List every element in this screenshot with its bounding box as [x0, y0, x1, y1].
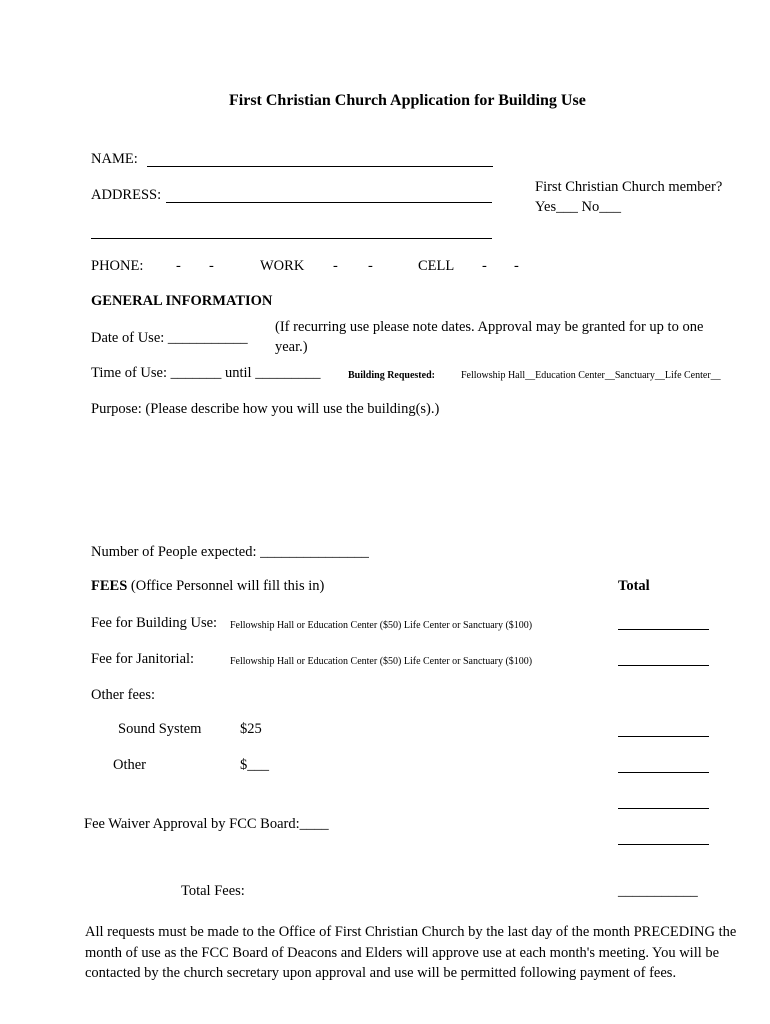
- extra-total-line[interactable]: [618, 808, 709, 809]
- janitorial-fee-detail: Fellowship Hall or Education Center ($50) Life Center or Sanctuary ($100): [230, 656, 533, 667]
- other-fees-label: Other fees:: [91, 687, 156, 703]
- submission-instructions: All requests must be made to the Office of First Christian Church by the last day of the month PRECEDING the month of use as the FCC Board of Deacons and Elders will approve use at each month's meeting. You will be contacted by the church secretary upon approval and use will be permitted following payment of fees.: [85, 924, 737, 981]
- form-title: First Christian Church Application for Building Use: [229, 92, 586, 109]
- work-dash: -: [333, 258, 338, 274]
- total-header: Total: [618, 578, 650, 594]
- sound-system-label: Sound System: [118, 721, 202, 737]
- other-fee-total[interactable]: [618, 772, 709, 773]
- waiver-total-line[interactable]: [618, 844, 709, 845]
- purpose-label: Purpose: (Please describe how you will use the building(s).): [91, 401, 440, 417]
- address-field-line-2[interactable]: [91, 238, 492, 239]
- recurring-note: (If recurring use please note dates. Approval may be granted for up to one year.): [275, 319, 704, 355]
- address-field-line-1[interactable]: [166, 202, 492, 203]
- fees-heading: [91, 577, 324, 595]
- people-expected[interactable]: Number of People expected: _______________: [91, 544, 369, 560]
- name-field[interactable]: [147, 166, 493, 167]
- building-fee-detail: Fellowship Hall or Education Center ($50) Life Center or Sanctuary ($100): [230, 620, 533, 631]
- date-of-use[interactable]: Date of Use: ___________: [91, 330, 248, 346]
- building-fee-label: Fee for Building Use:: [91, 615, 218, 631]
- cell-dash: -: [514, 258, 519, 274]
- total-fees-field[interactable]: ___________: [618, 883, 698, 899]
- fees-heading-note: (Office Personnel will fill this in): [130, 578, 325, 594]
- fees-heading-bold: FEES: [91, 578, 128, 594]
- total-fees-label: Total Fees:: [181, 883, 245, 899]
- name-label: NAME:: [91, 151, 138, 167]
- fee-waiver-approval[interactable]: Fee Waiver Approval by FCC Board:____: [84, 816, 329, 832]
- work-label: WORK: [260, 258, 305, 274]
- other-fee-amount[interactable]: $___: [240, 757, 269, 773]
- phone-dash: -: [209, 258, 214, 274]
- janitorial-fee-total[interactable]: [618, 665, 709, 666]
- sound-system-amount: $25: [240, 721, 262, 737]
- phone-dash: -: [176, 258, 181, 274]
- janitorial-fee-label: Fee for Janitorial:: [91, 651, 195, 667]
- cell-dash: -: [482, 258, 487, 274]
- building-fee-total[interactable]: [618, 629, 709, 630]
- building-options[interactable]: Fellowship Hall__Education Center__Sanctuary__Life Center__: [461, 370, 721, 381]
- time-of-use[interactable]: Time of Use: _______ until _________: [91, 365, 321, 381]
- phone-label: PHONE:: [91, 258, 144, 274]
- other-fee-label: Other: [113, 757, 147, 773]
- sound-system-total[interactable]: [618, 736, 709, 737]
- general-heading: GENERAL INFORMATION: [91, 293, 273, 309]
- member-question: First Christian Church member?: [535, 179, 723, 195]
- address-label: ADDRESS:: [91, 187, 162, 203]
- building-requested-label: Building Requested:: [348, 370, 435, 381]
- work-dash: -: [368, 258, 373, 274]
- member-options[interactable]: Yes___ No___: [535, 199, 621, 215]
- cell-label: CELL: [418, 258, 455, 274]
